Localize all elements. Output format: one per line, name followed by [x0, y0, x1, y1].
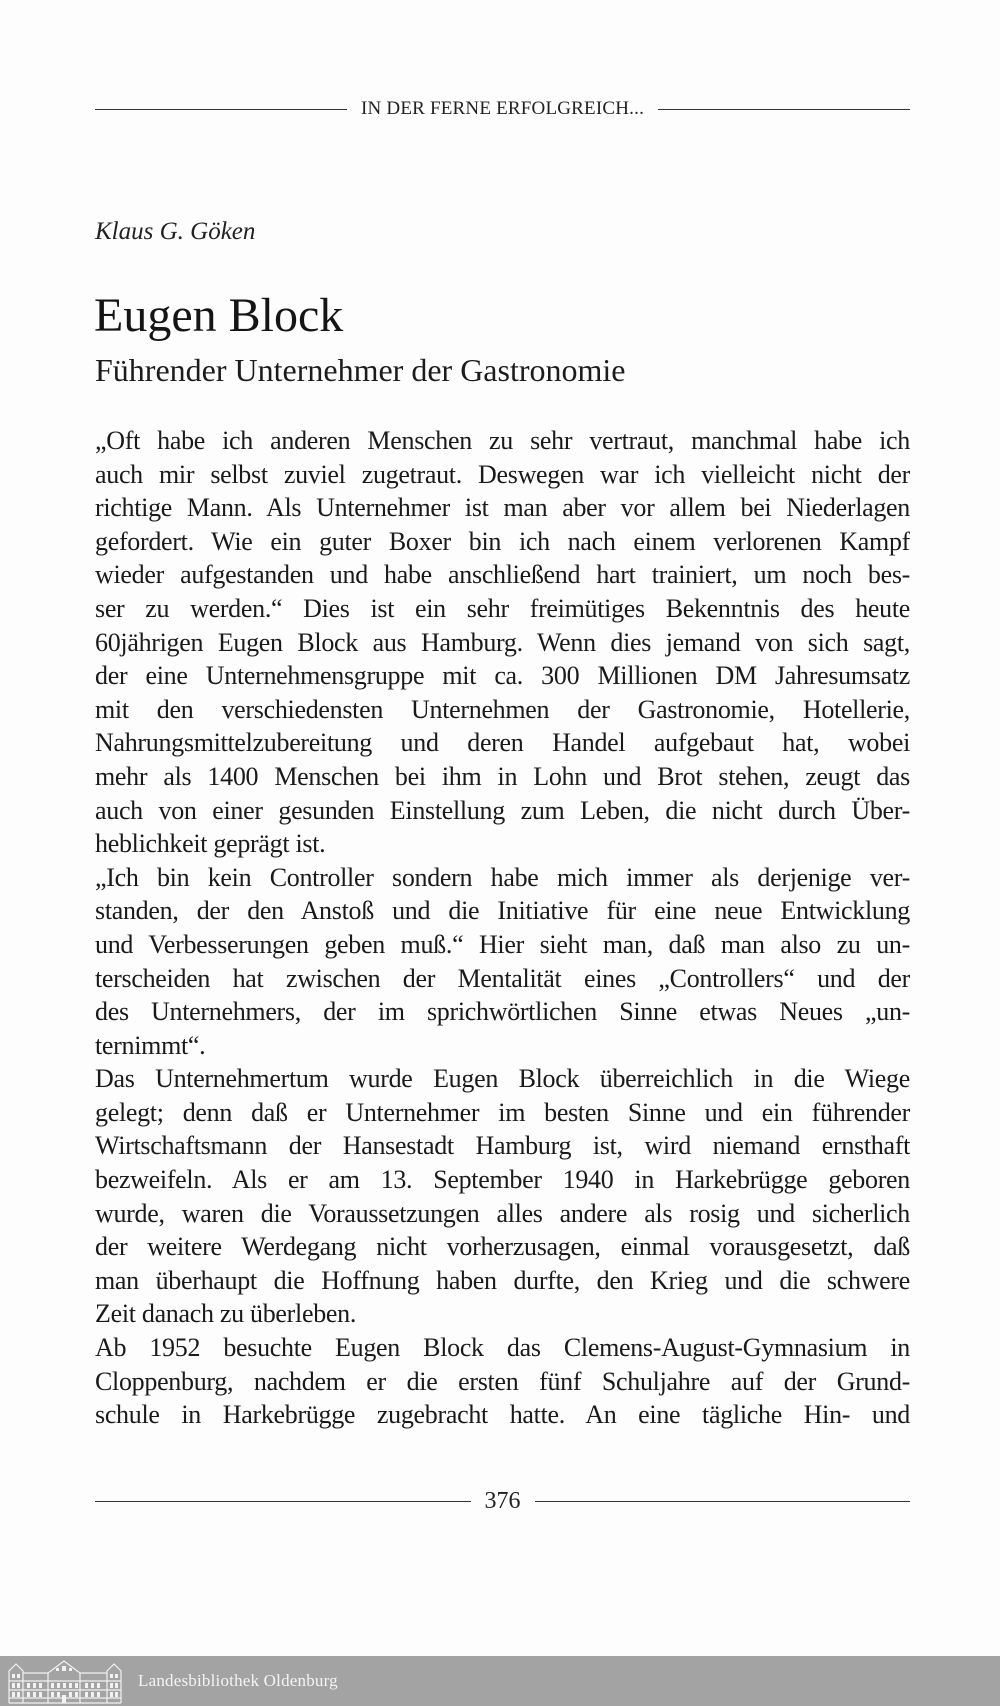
body-line: terscheiden hat zwischen der Mentalität eines „Controllers“ und der	[95, 963, 910, 993]
running-head	[95, 98, 910, 120]
body-line: der eine Unternehmensgruppe mit ca. 300 Millionen DM Jahresumsatz	[95, 661, 910, 691]
body-line: Das Unternehmertum wurde Eugen Block überreichlich in die Wiege	[95, 1064, 910, 1094]
body-line: Zeit danach zu überleben.	[95, 1299, 357, 1329]
folio-rule-left	[95, 1501, 471, 1502]
body-line: standen, der den Anstoß und die Initiative für eine neue Entwicklung	[95, 896, 910, 926]
body-line: auch von einer gesunden Einstellung zum Leben, die nicht durch Über-	[95, 795, 910, 825]
body-line: man überhaupt die Hoffnung haben durfte, den Krieg und die schwere	[95, 1265, 910, 1295]
article-author: Klaus G. Göken	[95, 218, 256, 245]
body-line: 60jährigen Eugen Block aus Hamburg. Wenn dies jemand von sich sagt,	[95, 627, 910, 657]
library-building-icon	[6, 1659, 124, 1705]
body-line: Nahrungsmittelzubereitung und deren Handel aufgebaut hat, wobei	[95, 728, 910, 758]
body-line: mit den verschiedensten Unternehmen der Gastronomie, Hotellerie,	[95, 694, 910, 724]
article-body	[95, 424, 910, 1432]
body-line: schule in Harkebrügge zugebracht hatte. An eine tägliche Hin- und	[95, 1400, 910, 1430]
body-line: Wirtschaftsmann der Hansestadt Hamburg ist, wird niemand ernsthaft	[95, 1131, 910, 1161]
library-footer-bar	[0, 1656, 1000, 1706]
body-line: ternimmt“.	[95, 1030, 206, 1060]
body-line: wurde, waren die Voraussetzungen alles andere als rosig und sicherlich	[95, 1198, 910, 1228]
running-head-title: IN DER FERNE ERFOLGREICH...	[361, 98, 645, 119]
running-head-rule-right	[658, 109, 910, 110]
body-line: gefordert. Wie ein guter Boxer bin ich nach einem verlorenen Kampf	[95, 526, 910, 556]
body-line: und Verbesserungen geben muß.“ Hier sieht man, daß man also zu un-	[95, 929, 910, 959]
body-line: mehr als 1400 Menschen bei ihm in Lohn und Brot stehen, zeugt das	[95, 761, 910, 791]
body-line: richtige Mann. Als Unternehmer ist man aber vor allem bei Niederlagen	[95, 493, 910, 523]
page-number: 376	[484, 1488, 521, 1514]
body-line: bezweifeln. Als er am 13. September 1940 in Harkebrügge geboren	[95, 1165, 910, 1195]
body-line: des Unternehmers, der im sprichwörtlichen Sinne etwas Neues „un-	[95, 997, 910, 1027]
page-folio	[95, 1488, 910, 1515]
article-title: Eugen Block	[94, 289, 344, 342]
body-line: Cloppenburg, nachdem er die ersten fünf Schuljahre auf der Grund-	[95, 1366, 910, 1396]
body-line: ser zu werden.“ Dies ist ein sehr freimütiges Bekenntnis des heute	[95, 593, 910, 623]
running-head-rule-left	[95, 109, 347, 110]
body-line: wieder aufgestanden und habe anschließend hart trainiert, um noch bes-	[95, 560, 910, 590]
body-line: Ab 1952 besuchte Eugen Block das Clemens-August-Gymnasium in	[95, 1333, 910, 1363]
body-line: auch mir selbst zuviel zugetraut. Deswegen war ich vielleicht nicht der	[95, 459, 910, 489]
body-line: „Ich bin kein Controller sondern habe mich immer als derjenige ver-	[95, 862, 910, 892]
folio-rule-right	[535, 1501, 911, 1502]
body-line: heblichkeit geprägt ist.	[95, 829, 326, 859]
body-line: gelegt; denn daß er Unternehmer im besten Sinne und ein führender	[95, 1097, 910, 1127]
article-subtitle: Führender Unternehmer der Gastronomie	[95, 352, 626, 388]
body-line: „Oft habe ich anderen Menschen zu sehr vertraut, manchmal habe ich	[95, 426, 910, 455]
body-line: der weitere Werdegang nicht vorherzusagen, einmal vorausgesetzt, daß	[95, 1232, 910, 1262]
library-name: Landesbibliothek Oldenburg	[138, 1671, 338, 1690]
